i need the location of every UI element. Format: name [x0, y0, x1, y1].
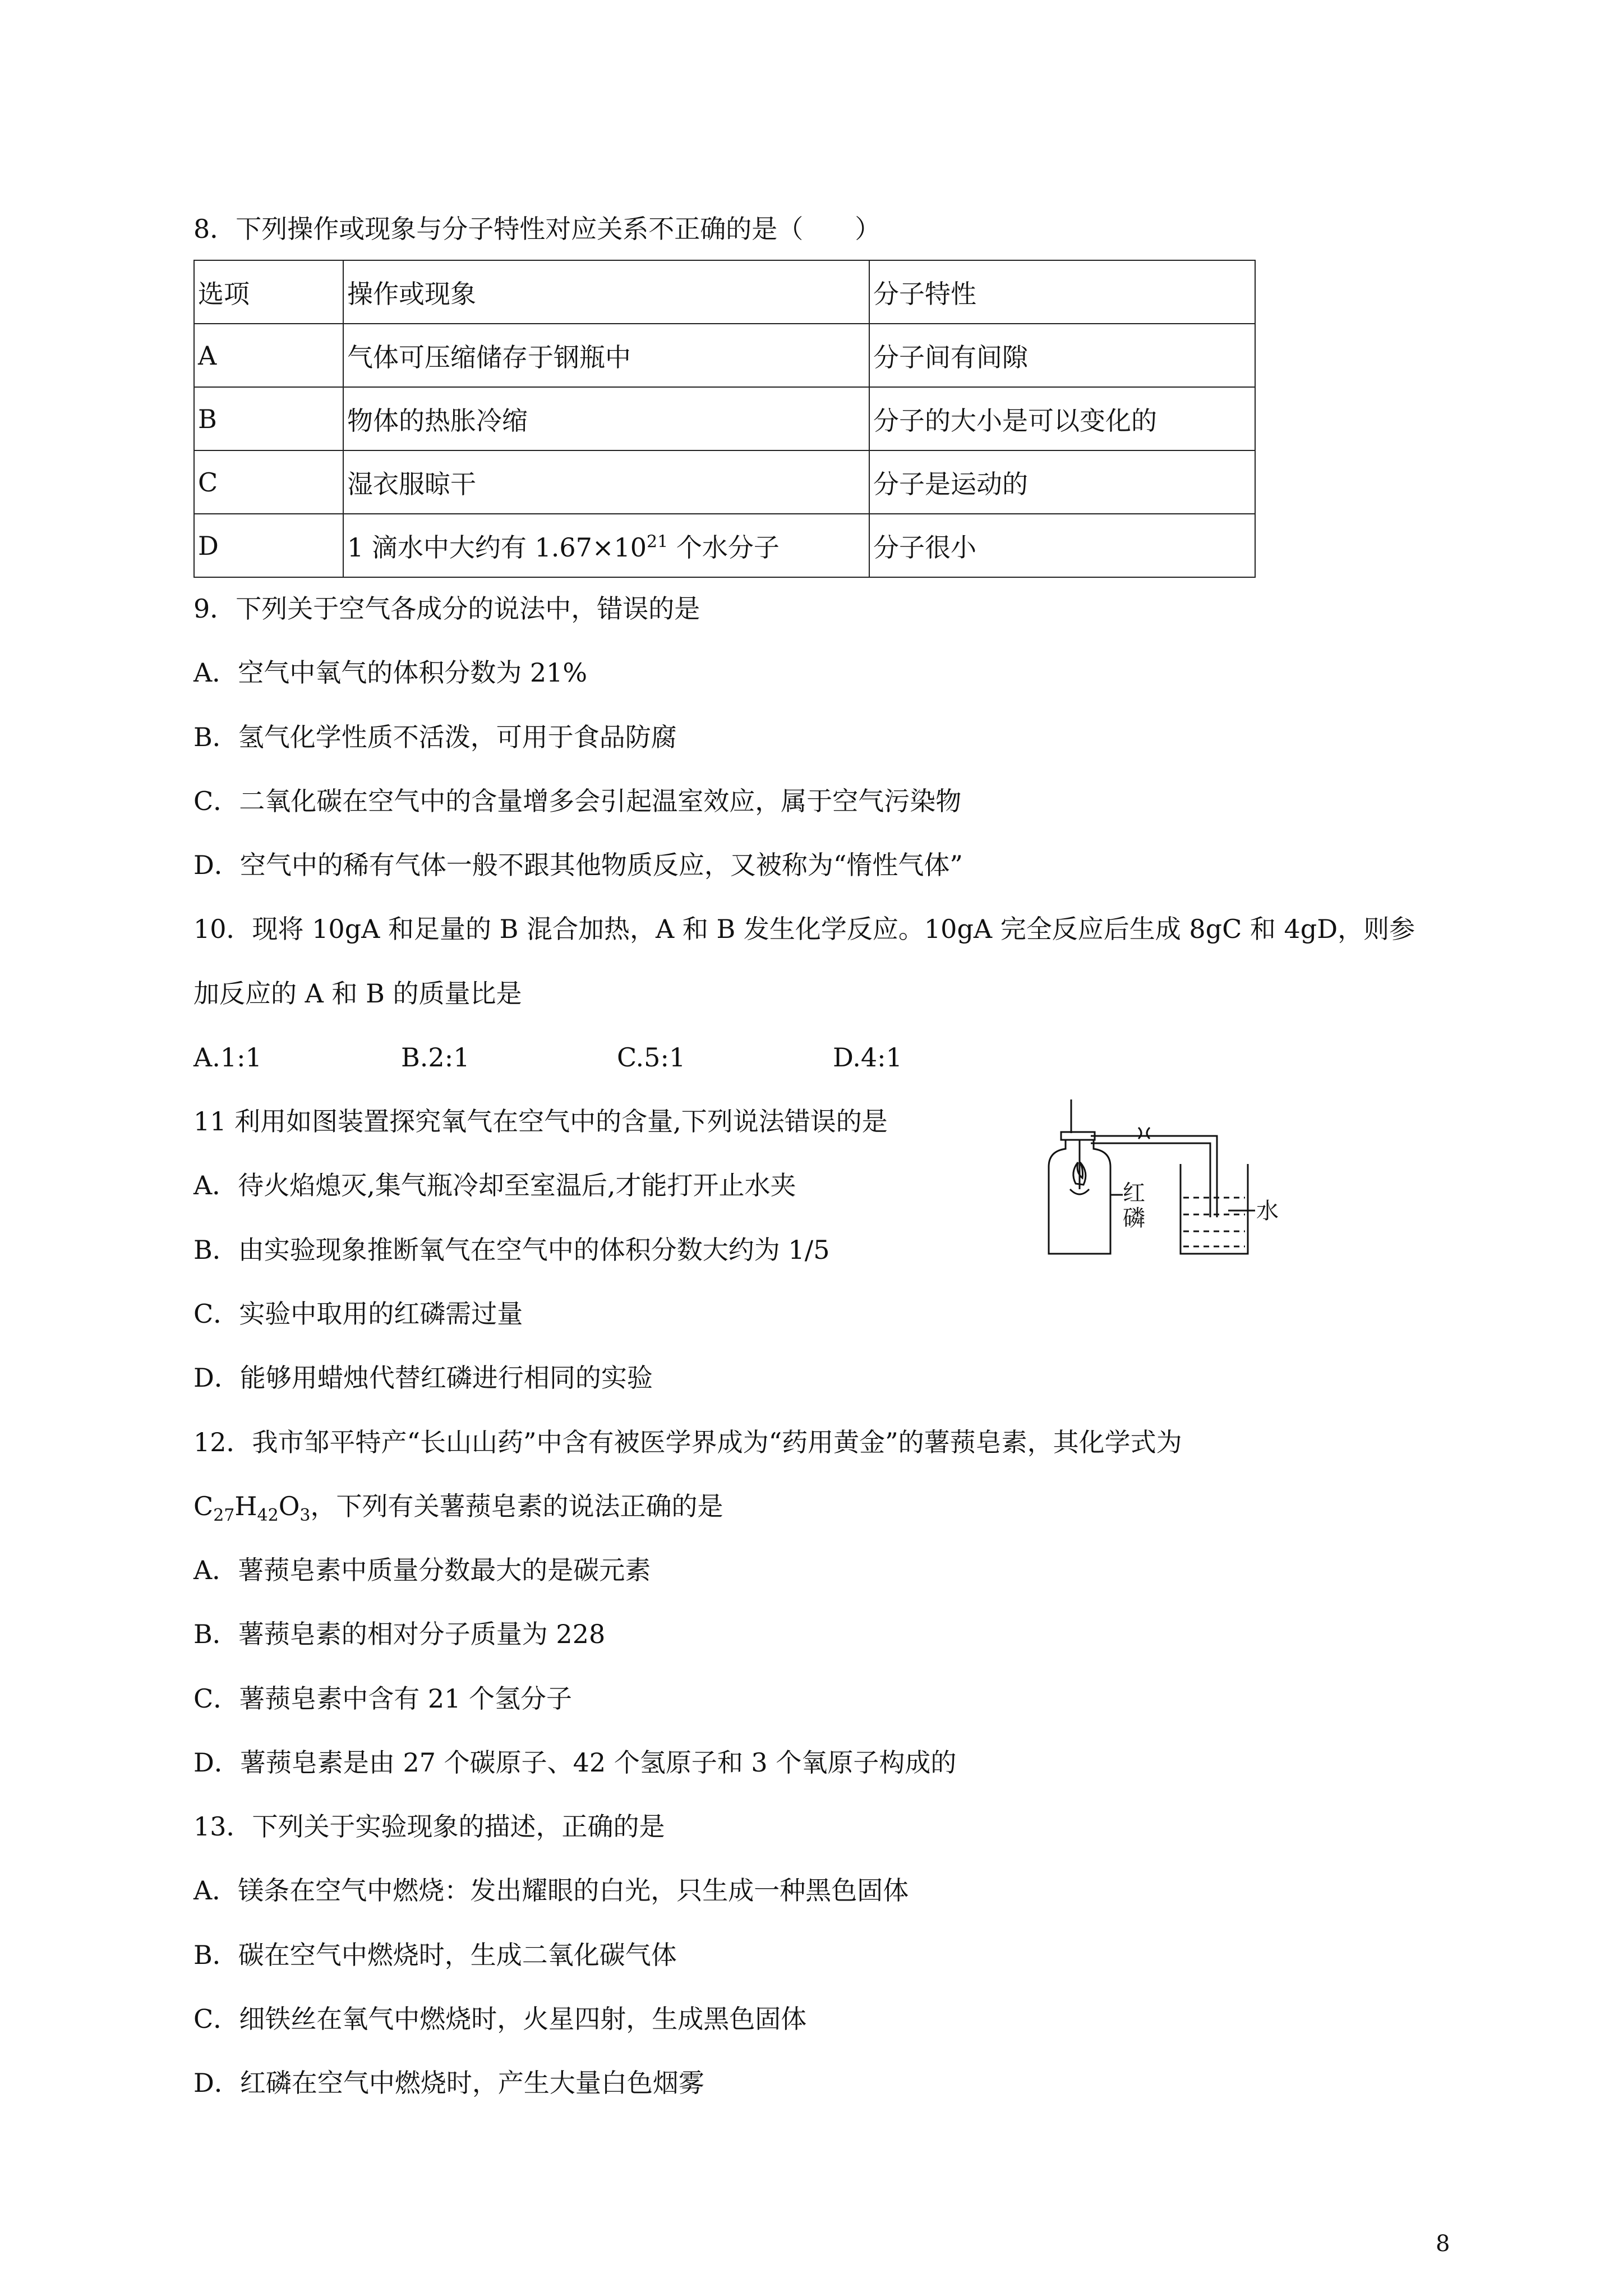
q13-option-b: B．碳在空气中燃烧时，生成二氧化碳气体 [193, 1940, 677, 1970]
q13-option-c: C．细铁丝在氧气中燃烧时，火星四射，生成黑色固体 [193, 2004, 807, 2034]
q9-option-c: C．二氧化碳在空气中的含量增多会引起温室效应，属于空气污染物 [193, 786, 962, 816]
header-property: 分子特性 [869, 260, 1255, 324]
q8-stem: 8．下列操作或现象与分子特性对应关系不正确的是（ ） [193, 214, 881, 244]
row-property: 分子很小 [869, 514, 1255, 577]
q13-option-d: D．红磷在空气中燃烧时，产生大量白色烟雾 [193, 2068, 704, 2098]
stopper [1061, 1132, 1095, 1140]
apparatus-figure [1043, 1099, 1279, 1257]
beaker [1181, 1164, 1248, 1254]
q12-stem-line1: 12．我市邹平特产“长山山药”中含有被医学界成为“药用黄金”的薯蓣皂素，其化学式为 [193, 1427, 1182, 1457]
q9-stem: 9．下列关于空气各成分的说法中，错误的是 [193, 593, 700, 624]
q9-option-d: D．空气中的稀有气体一般不跟其他物质反应，又被称为“惰性气体” [193, 850, 963, 880]
q9-option-a: A．空气中氧气的体积分数为 21% [193, 657, 588, 688]
q11-option-d: D．能够用蜡烛代替红磷进行相同的实验 [193, 1363, 653, 1393]
q12-stem-rest: ，下列有关薯蓣皂素的说法正确的是 [310, 1491, 723, 1521]
row-property: 分子是运动的 [869, 450, 1255, 514]
q11-option-b: B．由实验现象推断氧气在空气中的体积分数大约为 1/5 [193, 1235, 830, 1265]
q12-option-d: D．薯蓣皂素是由 27 个碳原子、42 个氢原子和 3 个氧原子构成的 [193, 1747, 957, 1778]
row-option: D [194, 514, 343, 577]
q10-option-d: D.4:1 [833, 1042, 902, 1073]
q10-stem-line1: 10．现将 10gA 和足量的 B 混合加热，A 和 B 发生化学反应。10gA 完全反应后生成 8gC 和 4gD，则参 [193, 914, 1415, 944]
q9-option-b: B．氢气化学性质不活泼，可用于食品防腐 [193, 722, 677, 752]
row-option: C [194, 450, 343, 514]
label-red: 红 [1123, 1180, 1145, 1206]
header-option: 选项 [194, 260, 343, 324]
label-water: 水 [1256, 1198, 1279, 1224]
row-phenomenon: 湿衣服晾干 [343, 450, 869, 514]
phen-text-pre: 1 滴水中大约有 1.67×10 [347, 532, 647, 563]
label-phosphorus: 磷 [1123, 1205, 1145, 1231]
q8-table [193, 260, 1256, 578]
row-phenomenon: 物体的热胀冷缩 [343, 387, 869, 450]
header-phenomenon: 操作或现象 [343, 260, 869, 324]
phen-exponent: 21 [647, 532, 668, 552]
row-option: B [194, 387, 343, 450]
q11-option-a: A．待火焰熄灭,集气瓶冷却至室温后,才能打开止水夹 [193, 1170, 796, 1200]
table-row [194, 450, 1255, 514]
q12-option-a: A．薯蓣皂素中质量分数最大的是碳元素 [193, 1555, 651, 1585]
table-header-row [194, 260, 1255, 324]
q10-options [193, 1041, 902, 1074]
q12-option-c: C．薯蓣皂素中含有 21 个氢分子 [193, 1683, 572, 1714]
q10-stem-line2: 加反应的 A 和 B 的质量比是 [193, 978, 522, 1009]
clamp-icon [1138, 1128, 1150, 1139]
table-row [194, 324, 1255, 387]
q10-option-c: C.5:1 [617, 1042, 686, 1073]
row-property: 分子间有间隙 [869, 324, 1255, 387]
q12-option-b: B．薯蓣皂素的相对分子质量为 228 [193, 1619, 606, 1649]
q10-option-b: B.2:1 [401, 1042, 470, 1073]
combustion-spoon [1070, 1189, 1089, 1194]
table-row [194, 514, 1255, 577]
row-phenomenon [343, 514, 869, 577]
q12-stem-line2 [193, 1489, 723, 1533]
formula: $C_{27}H_{42}O_3$ [193, 1491, 311, 1526]
q13-option-a: A．镁条在空气中燃烧：发出耀眼的白光，只生成一种黑色固体 [193, 1875, 909, 1906]
q13-stem: 13．下列关于实验现象的描述，正确的是 [193, 1811, 665, 1842]
page-number: 8 [1436, 2231, 1450, 2257]
row-property: 分子的大小是可以变化的 [869, 387, 1255, 450]
row-phenomenon: 气体可压缩储存于钢瓶中 [343, 324, 869, 387]
table-row [194, 387, 1255, 450]
row-option: A [194, 324, 343, 387]
phen-text-post: 个水分子 [668, 532, 780, 563]
q10-option-a: A.1:1 [193, 1042, 262, 1073]
q11-stem: 11 利用如图装置探究氧气在空气中的含量,下列说法错误的是 [193, 1106, 888, 1137]
q11-option-c: C．实验中取用的红磷需过量 [193, 1299, 523, 1329]
